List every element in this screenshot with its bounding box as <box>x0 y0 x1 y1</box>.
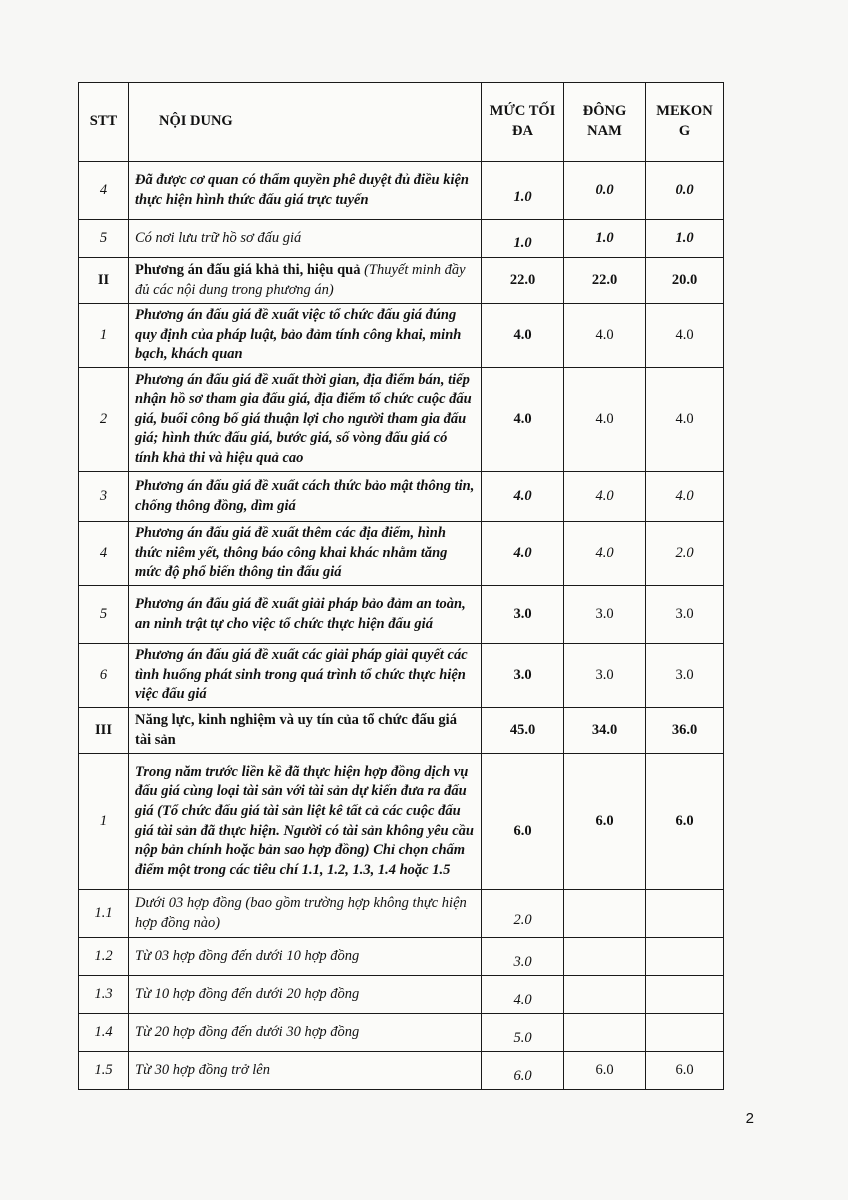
header-stt: STT <box>79 83 129 162</box>
row-max: 4.0 <box>482 976 564 1014</box>
header-noi-dung: NỘI DUNG <box>129 83 482 162</box>
row-max: 45.0 <box>482 708 564 754</box>
row-content: Phương án đấu giá khả thi, hiệu quả (Thuyết minh đầy đủ các nội dung trong phương án) <box>129 258 482 304</box>
row-dongnam <box>564 890 646 938</box>
row-max: 1.0 <box>482 220 564 258</box>
row-mekong <box>646 976 724 1014</box>
row-content: Phương án đấu giá đề xuất thêm các địa điểm, hình thức niêm yết, thông báo công khai khác nhằm tăng mức độ phổ biến thông tin đấu giá <box>129 522 482 586</box>
row-dongnam: 3.0 <box>564 586 646 644</box>
row-max: 3.0 <box>482 938 564 976</box>
table-row <box>79 586 724 644</box>
row-mekong <box>646 1014 724 1052</box>
table-row <box>79 162 724 220</box>
row-dongnam: 4.0 <box>564 522 646 586</box>
row-content: Năng lực, kinh nghiệm và uy tín của tổ chức đấu giá tài sản <box>129 708 482 754</box>
row-content: Từ 20 hợp đồng đến dưới 30 hợp đồng <box>129 1014 482 1052</box>
row-mekong: 20.0 <box>646 258 724 304</box>
row-dongnam <box>564 976 646 1014</box>
row-stt: III <box>79 708 129 754</box>
row-dongnam: 4.0 <box>564 368 646 472</box>
row-mekong: 4.0 <box>646 472 724 522</box>
row-dongnam: 0.0 <box>564 162 646 220</box>
row-stt: 5 <box>79 586 129 644</box>
row-content: Từ 03 hợp đồng đến dưới 10 hợp đồng <box>129 938 482 976</box>
table-row <box>79 472 724 522</box>
table-row <box>79 1014 724 1052</box>
row-content: Từ 30 hợp đồng trở lên <box>129 1052 482 1090</box>
row-content: Phương án đấu giá đề xuất thời gian, địa điểm bán, tiếp nhận hồ sơ tham gia đấu giá, địa điểm tổ chức cuộc đấu giá, buổi công bố giá thuận lợi cho người tham gia đấu giá; hình thức đấu giá, bước giá, số vòng đấu giá có tính khả thi và hiệu quả cao <box>129 368 482 472</box>
header-mekong: MEKON G <box>646 83 724 162</box>
row-mekong: 36.0 <box>646 708 724 754</box>
row-stt: 4 <box>79 522 129 586</box>
row-max: 4.0 <box>482 472 564 522</box>
table-row <box>79 708 724 754</box>
row-stt: 1 <box>79 304 129 368</box>
row-stt: 1.5 <box>79 1052 129 1090</box>
row-content: Phương án đấu giá đề xuất giải pháp bảo đảm an toàn, an ninh trật tự cho việc tổ chức thực hiện đấu giá <box>129 586 482 644</box>
row-mekong: 4.0 <box>646 304 724 368</box>
row-stt: 6 <box>79 644 129 708</box>
row-dongnam <box>564 938 646 976</box>
row-max: 5.0 <box>482 1014 564 1052</box>
row-mekong: 3.0 <box>646 586 724 644</box>
table-row <box>79 1052 724 1090</box>
page-number: 2 <box>745 1110 754 1127</box>
row-max: 3.0 <box>482 586 564 644</box>
row-max: 4.0 <box>482 522 564 586</box>
row-stt: 1 <box>79 754 129 890</box>
table-row <box>79 258 724 304</box>
header-muc-toi-da: MỨC TỐI ĐA <box>482 83 564 162</box>
row-stt: 3 <box>79 472 129 522</box>
row-max: 6.0 <box>482 1052 564 1090</box>
row-mekong: 3.0 <box>646 644 724 708</box>
row-dongnam: 4.0 <box>564 472 646 522</box>
row-max: 2.0 <box>482 890 564 938</box>
row-mekong: 1.0 <box>646 220 724 258</box>
row-stt: 2 <box>79 368 129 472</box>
scoring-table <box>78 82 724 1090</box>
row-stt: 1.1 <box>79 890 129 938</box>
row-stt: 1.2 <box>79 938 129 976</box>
row-max: 22.0 <box>482 258 564 304</box>
row-stt: II <box>79 258 129 304</box>
row-mekong: 4.0 <box>646 368 724 472</box>
table-row <box>79 368 724 472</box>
table-row <box>79 522 724 586</box>
row-stt: 1.3 <box>79 976 129 1014</box>
row-dongnam: 1.0 <box>564 220 646 258</box>
row-content: Từ 10 hợp đồng đến dưới 20 hợp đồng <box>129 976 482 1014</box>
row-content: Dưới 03 hợp đồng (bao gồm trường hợp không thực hiện hợp đồng nào) <box>129 890 482 938</box>
row-stt: 4 <box>79 162 129 220</box>
row-dongnam: 6.0 <box>564 754 646 890</box>
row-dongnam: 6.0 <box>564 1052 646 1090</box>
table-row <box>79 304 724 368</box>
row-dongnam <box>564 1014 646 1052</box>
row-stt: 5 <box>79 220 129 258</box>
table-row <box>79 644 724 708</box>
row-stt: 1.4 <box>79 1014 129 1052</box>
row-dongnam: 4.0 <box>564 304 646 368</box>
row-max: 4.0 <box>482 304 564 368</box>
table-row <box>79 890 724 938</box>
table-row <box>79 938 724 976</box>
table-row <box>79 754 724 890</box>
row-mekong: 2.0 <box>646 522 724 586</box>
row-mekong: 6.0 <box>646 754 724 890</box>
row-dongnam: 34.0 <box>564 708 646 754</box>
row-content: Có nơi lưu trữ hồ sơ đấu giá <box>129 220 482 258</box>
row-content: Phương án đấu giá đề xuất việc tổ chức đấu giá đúng quy định của pháp luật, bảo đảm tính công khai, minh bạch, khách quan <box>129 304 482 368</box>
row-mekong <box>646 890 724 938</box>
row-max: 1.0 <box>482 162 564 220</box>
row-dongnam: 22.0 <box>564 258 646 304</box>
row-content: Phương án đấu giá đề xuất các giải pháp giải quyết các tình huống phát sinh trong quá trình tổ chức thực hiện việc đấu giá <box>129 644 482 708</box>
table-row <box>79 976 724 1014</box>
table-row <box>79 220 724 258</box>
row-max: 6.0 <box>482 754 564 890</box>
header-dong-nam: ĐÔNG NAM <box>564 83 646 162</box>
row-max: 4.0 <box>482 368 564 472</box>
row-content: Trong năm trước liền kề đã thực hiện hợp đồng dịch vụ đấu giá cùng loại tài sản với tài sản dự kiến đưa ra đấu giá (Tổ chức đấu giá tài sản liệt kê tất cả các cuộc đấu giá tài sản đã thực hiện. Người có tài sản không yêu cầu nộp bản chính hoặc bản sao hợp đồng) Chỉ chọn chấm điểm một trong các tiêu chí 1.1, 1.2, 1.3, 1.4 hoặc 1.5 <box>129 754 482 890</box>
row-content: Đã được cơ quan có thẩm quyền phê duyệt đủ điều kiện thực hiện hình thức đấu giá trực tuyến <box>129 162 482 220</box>
row-content: Phương án đấu giá đề xuất cách thức bảo mật thông tin, chống thông đồng, dìm giá <box>129 472 482 522</box>
row-mekong: 6.0 <box>646 1052 724 1090</box>
row-mekong <box>646 938 724 976</box>
header-row <box>79 83 724 162</box>
row-max: 3.0 <box>482 644 564 708</box>
row-mekong: 0.0 <box>646 162 724 220</box>
row-dongnam: 3.0 <box>564 644 646 708</box>
